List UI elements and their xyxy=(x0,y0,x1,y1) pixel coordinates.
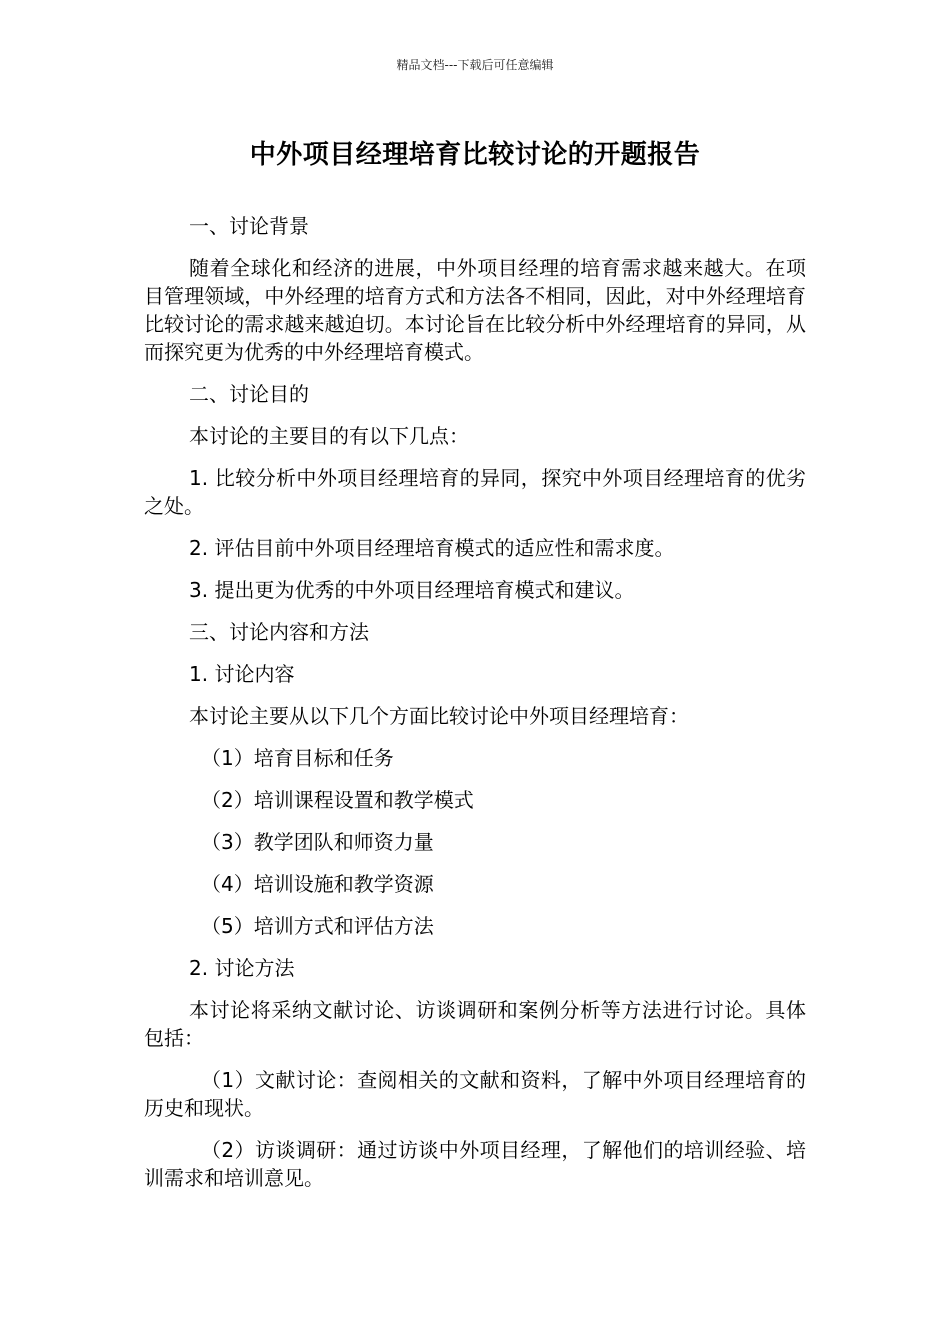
section-heading-background: 一、讨论背景 xyxy=(189,214,309,238)
method-item-2: （2）访谈调研：通过访谈中外项目经理，了解他们的培训经验、培训需求和培训意见。 xyxy=(144,1138,806,1190)
paragraph-method-intro: 本讨论将采纳文献讨论、访谈调研和案例分析等方法进行讨论。具体包括： xyxy=(144,998,806,1050)
page-header: 精品文档---下载后可任意编辑 xyxy=(396,58,554,72)
paragraph-content-intro: 本讨论主要从以下几个方面比较讨论中外项目经理培育： xyxy=(189,704,689,728)
content-item-1: （1）培育目标和任务 xyxy=(201,746,394,770)
content-item-3: （3）教学团队和师资力量 xyxy=(201,830,434,854)
paragraph-purpose-intro: 本讨论的主要目的有以下几点： xyxy=(189,424,469,448)
content-item-4: （4）培训设施和教学资源 xyxy=(201,872,434,896)
paragraph-background: 随着全球化和经济的进展，中外项目经理的培育需求越来越大。在项目管理领域，中外经理的培育方式和方法各不相同，因此，对中外经理培育比较讨论的需求越来越迫切。本讨论旨在比较分析中外经理培育的异同，从而探究更为优秀的中外经理培育模式。 xyxy=(144,256,806,364)
subheading-method: 2. 讨论方法 xyxy=(189,956,295,980)
purpose-point-1: 1. 比较分析中外项目经理培育的异同，探究中外项目经理培育的优劣之处。 xyxy=(144,466,806,518)
purpose-point-3: 3. 提出更为优秀的中外项目经理培育模式和建议。 xyxy=(189,578,635,602)
section-heading-purpose: 二、讨论目的 xyxy=(189,382,309,406)
section-heading-content-method: 三、讨论内容和方法 xyxy=(189,620,369,644)
purpose-point-2: 2. 评估目前中外项目经理培育模式的适应性和需求度。 xyxy=(189,536,675,560)
content-item-5: （5）培训方式和评估方法 xyxy=(201,914,434,938)
method-item-1: （1）文献讨论：查阅相关的文献和资料，了解中外项目经理培育的历史和现状。 xyxy=(144,1068,806,1120)
document-body xyxy=(144,212,806,1206)
content-item-2: （2）培训课程设置和教学模式 xyxy=(201,788,474,812)
document-title: 中外项目经理培育比较讨论的开题报告 xyxy=(249,140,701,170)
subheading-content: 1. 讨论内容 xyxy=(189,662,295,686)
